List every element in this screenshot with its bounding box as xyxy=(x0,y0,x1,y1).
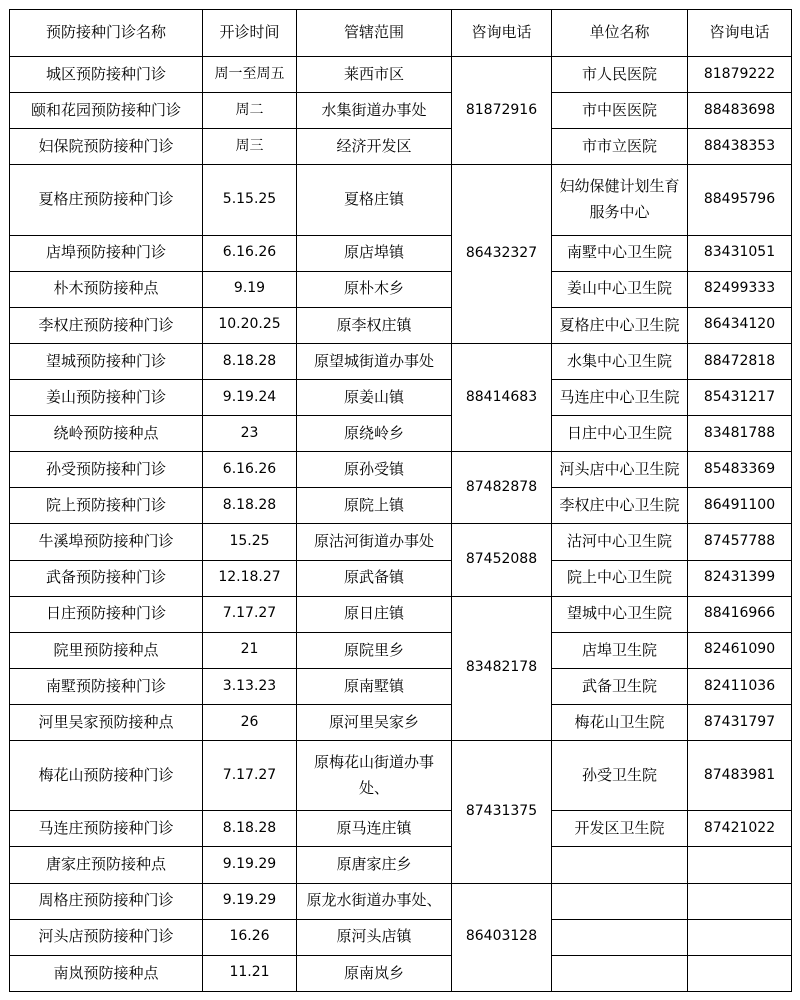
table-row xyxy=(10,129,792,165)
jurisdiction: 原河头店镇 xyxy=(297,919,452,955)
jurisdiction: 原日庄镇 xyxy=(297,596,452,632)
clinic-name: 妇保院预防接种门诊 xyxy=(10,129,203,165)
jurisdiction: 原绕岭乡 xyxy=(297,416,452,452)
unit-phone: 82431399 xyxy=(688,560,792,596)
unit-name: 市中医医院 xyxy=(552,93,688,129)
clinic-name: 唐家庄预防接种点 xyxy=(10,847,203,883)
table-row xyxy=(10,524,792,560)
open-time: 10.20.25 xyxy=(203,307,297,343)
clinic-name: 牛溪埠预防接种门诊 xyxy=(10,524,203,560)
unit-phone: 86491100 xyxy=(688,488,792,524)
table-row xyxy=(10,955,792,991)
header-jurisdiction: 管辖范围 xyxy=(297,10,452,57)
group-phone: 87482878 xyxy=(452,452,552,524)
clinic-name: 日庄预防接种门诊 xyxy=(10,596,203,632)
open-time: 9.19.24 xyxy=(203,379,297,415)
unit-phone: 87483981 xyxy=(688,741,792,811)
jurisdiction: 原院里乡 xyxy=(297,632,452,668)
clinic-name: 梅花山预防接种门诊 xyxy=(10,741,203,811)
jurisdiction: 夏格庄镇 xyxy=(297,165,452,235)
header-clinic-name: 预防接种门诊名称 xyxy=(10,10,203,57)
open-time: 12.18.27 xyxy=(203,560,297,596)
table-row xyxy=(10,919,792,955)
unit-phone: 87457788 xyxy=(688,524,792,560)
open-time: 16.26 xyxy=(203,919,297,955)
group-phone: 87431375 xyxy=(452,741,552,883)
vaccination-clinic-table xyxy=(9,9,792,992)
open-time: 15.25 xyxy=(203,524,297,560)
clinic-name: 院上预防接种门诊 xyxy=(10,488,203,524)
clinic-name: 河里吴家预防接种点 xyxy=(10,704,203,740)
unit-name: 院上中心卫生院 xyxy=(552,560,688,596)
unit-name xyxy=(552,883,688,919)
table-row xyxy=(10,488,792,524)
table-row xyxy=(10,235,792,271)
unit-name: 妇幼保健计划生育服务中心 xyxy=(552,165,688,235)
clinic-name: 孙受预防接种门诊 xyxy=(10,452,203,488)
clinic-name: 店埠预防接种门诊 xyxy=(10,235,203,271)
unit-phone: 86434120 xyxy=(688,307,792,343)
unit-name xyxy=(552,919,688,955)
unit-phone: 87431797 xyxy=(688,704,792,740)
open-time: 23 xyxy=(203,416,297,452)
open-time: 7.17.27 xyxy=(203,596,297,632)
open-time: 8.18.28 xyxy=(203,811,297,847)
jurisdiction: 水集街道办事处 xyxy=(297,93,452,129)
header-row xyxy=(10,10,792,57)
unit-phone xyxy=(688,955,792,991)
open-time: 5.15.25 xyxy=(203,165,297,235)
unit-phone: 88438353 xyxy=(688,129,792,165)
open-time: 6.16.26 xyxy=(203,235,297,271)
jurisdiction: 原姜山镇 xyxy=(297,379,452,415)
clinic-name: 夏格庄预防接种门诊 xyxy=(10,165,203,235)
header-consult-phone: 咨询电话 xyxy=(452,10,552,57)
unit-phone xyxy=(688,919,792,955)
open-time: 周一至周五 xyxy=(203,57,297,93)
unit-phone: 87421022 xyxy=(688,811,792,847)
unit-phone xyxy=(688,883,792,919)
unit-name: 市市立医院 xyxy=(552,129,688,165)
table-row xyxy=(10,379,792,415)
open-time: 26 xyxy=(203,704,297,740)
jurisdiction: 原唐家庄乡 xyxy=(297,847,452,883)
clinic-name: 朴木预防接种点 xyxy=(10,271,203,307)
group-phone: 86403128 xyxy=(452,883,552,991)
jurisdiction: 原龙水街道办事处、 xyxy=(297,883,452,919)
table-row xyxy=(10,416,792,452)
unit-phone: 85431217 xyxy=(688,379,792,415)
clinic-name: 河头店预防接种门诊 xyxy=(10,919,203,955)
header-unit-name: 单位名称 xyxy=(552,10,688,57)
unit-phone: 85483369 xyxy=(688,452,792,488)
table-row xyxy=(10,57,792,93)
jurisdiction: 原望城街道办事处 xyxy=(297,343,452,379)
table-row xyxy=(10,741,792,811)
clinic-name: 周格庄预防接种门诊 xyxy=(10,883,203,919)
unit-phone: 88472818 xyxy=(688,343,792,379)
jurisdiction: 原河里吴家乡 xyxy=(297,704,452,740)
jurisdiction: 原院上镇 xyxy=(297,488,452,524)
clinic-name: 李权庄预防接种门诊 xyxy=(10,307,203,343)
unit-name xyxy=(552,955,688,991)
jurisdiction: 莱西市区 xyxy=(297,57,452,93)
jurisdiction: 原沽河街道办事处 xyxy=(297,524,452,560)
open-time: 8.18.28 xyxy=(203,488,297,524)
table-row xyxy=(10,307,792,343)
jurisdiction: 原李权庄镇 xyxy=(297,307,452,343)
unit-name: 水集中心卫生院 xyxy=(552,343,688,379)
unit-name: 沽河中心卫生院 xyxy=(552,524,688,560)
unit-name: 李权庄中心卫生院 xyxy=(552,488,688,524)
header-unit-phone: 咨询电话 xyxy=(688,10,792,57)
jurisdiction: 经济开发区 xyxy=(297,129,452,165)
unit-phone: 88483698 xyxy=(688,93,792,129)
unit-name: 望城中心卫生院 xyxy=(552,596,688,632)
clinic-name: 院里预防接种点 xyxy=(10,632,203,668)
open-time: 9.19 xyxy=(203,271,297,307)
unit-phone: 82461090 xyxy=(688,632,792,668)
open-time: 3.13.23 xyxy=(203,668,297,704)
clinic-name: 颐和花园预防接种门诊 xyxy=(10,93,203,129)
table-row xyxy=(10,165,792,235)
table-row xyxy=(10,704,792,740)
open-time: 周三 xyxy=(203,129,297,165)
jurisdiction: 原马连庄镇 xyxy=(297,811,452,847)
unit-phone: 83481788 xyxy=(688,416,792,452)
open-time: 周二 xyxy=(203,93,297,129)
clinic-name: 南墅预防接种门诊 xyxy=(10,668,203,704)
unit-name: 夏格庄中心卫生院 xyxy=(552,307,688,343)
jurisdiction: 原南墅镇 xyxy=(297,668,452,704)
unit-name: 河头店中心卫生院 xyxy=(552,452,688,488)
table-row xyxy=(10,883,792,919)
open-time: 21 xyxy=(203,632,297,668)
unit-name: 开发区卫生院 xyxy=(552,811,688,847)
unit-phone: 82499333 xyxy=(688,271,792,307)
table-row xyxy=(10,271,792,307)
table-row xyxy=(10,93,792,129)
jurisdiction: 原朴木乡 xyxy=(297,271,452,307)
unit-phone: 83431051 xyxy=(688,235,792,271)
unit-name: 市人民医院 xyxy=(552,57,688,93)
table-row xyxy=(10,811,792,847)
unit-name: 梅花山卫生院 xyxy=(552,704,688,740)
unit-name: 武备卫生院 xyxy=(552,668,688,704)
unit-phone xyxy=(688,847,792,883)
group-phone: 86432327 xyxy=(452,165,552,344)
unit-name: 孙受卫生院 xyxy=(552,741,688,811)
jurisdiction: 原孙受镇 xyxy=(297,452,452,488)
table-row xyxy=(10,668,792,704)
open-time: 9.19.29 xyxy=(203,883,297,919)
group-phone: 81872916 xyxy=(452,57,552,165)
jurisdiction: 原店埠镇 xyxy=(297,235,452,271)
group-phone: 88414683 xyxy=(452,343,552,451)
unit-name: 日庄中心卫生院 xyxy=(552,416,688,452)
clinic-name: 望城预防接种门诊 xyxy=(10,343,203,379)
clinic-name: 姜山预防接种门诊 xyxy=(10,379,203,415)
group-phone: 87452088 xyxy=(452,524,552,596)
header-open-time: 开诊时间 xyxy=(203,10,297,57)
open-time: 6.16.26 xyxy=(203,452,297,488)
unit-name: 店埠卫生院 xyxy=(552,632,688,668)
open-time: 11.21 xyxy=(203,955,297,991)
unit-phone: 88495796 xyxy=(688,165,792,235)
clinic-name: 马连庄预防接种门诊 xyxy=(10,811,203,847)
table-row xyxy=(10,343,792,379)
clinic-name: 南岚预防接种点 xyxy=(10,955,203,991)
clinic-name: 城区预防接种门诊 xyxy=(10,57,203,93)
unit-phone: 82411036 xyxy=(688,668,792,704)
jurisdiction: 原武备镇 xyxy=(297,560,452,596)
unit-name: 马连庄中心卫生院 xyxy=(552,379,688,415)
table-row xyxy=(10,452,792,488)
unit-name: 南墅中心卫生院 xyxy=(552,235,688,271)
open-time: 7.17.27 xyxy=(203,741,297,811)
clinic-name: 武备预防接种门诊 xyxy=(10,560,203,596)
table-row xyxy=(10,596,792,632)
unit-phone: 88416966 xyxy=(688,596,792,632)
open-time: 8.18.28 xyxy=(203,343,297,379)
table-row xyxy=(10,847,792,883)
jurisdiction: 原南岚乡 xyxy=(297,955,452,991)
unit-phone: 81879222 xyxy=(688,57,792,93)
jurisdiction: 原梅花山街道办事处、 xyxy=(297,741,452,811)
table-row xyxy=(10,632,792,668)
unit-name xyxy=(552,847,688,883)
table-row xyxy=(10,560,792,596)
group-phone: 83482178 xyxy=(452,596,552,740)
open-time: 9.19.29 xyxy=(203,847,297,883)
clinic-name: 绕岭预防接种点 xyxy=(10,416,203,452)
unit-name: 姜山中心卫生院 xyxy=(552,271,688,307)
